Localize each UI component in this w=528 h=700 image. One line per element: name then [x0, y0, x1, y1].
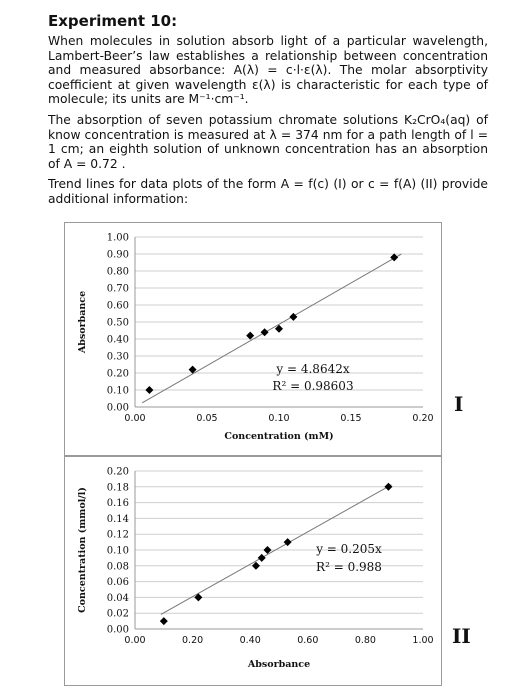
y-tick-label: 0.02: [106, 608, 129, 620]
r-squared-label: R² = 0.98603: [272, 379, 354, 393]
y-tick-label: 0.70: [106, 283, 129, 295]
y-tick-label: 0.14: [106, 513, 129, 525]
x-axis-label: Absorbance: [247, 659, 311, 670]
y-tick-label: 0.60: [106, 300, 129, 312]
x-tick-label: 0.00: [124, 413, 146, 424]
y-tick-label: 0.12: [106, 529, 129, 541]
trend-paragraph: Trend lines for data plots of the form A = f(c) (I) or c = f(A) (II) provide additional information:: [48, 177, 488, 206]
y-tick-label: 0.20: [106, 368, 129, 380]
document-page: [48, 8, 488, 213]
y-tick-label: 0.16: [106, 498, 129, 510]
chart-2-svg: [65, 457, 441, 685]
y-tick-label: 0.20: [106, 466, 129, 478]
y-axis-label: Concentration (mmol/l): [77, 487, 88, 613]
chart-label-2: II: [452, 624, 471, 648]
y-tick-label: 0.30: [106, 351, 129, 363]
y-tick-label: 0.04: [106, 592, 129, 604]
data-point: [261, 328, 269, 336]
y-tick-label: 0.50: [106, 317, 129, 329]
chart-concentration-vs-absorbance: [64, 456, 442, 686]
x-tick-label: 0.05: [196, 413, 218, 424]
x-tick-label: 0.00: [124, 635, 146, 646]
y-axis-label: Absorbance: [77, 290, 88, 354]
y-tick-label: 0.80: [106, 266, 129, 278]
x-tick-label: 0.10: [268, 413, 290, 424]
y-tick-label: 0.00: [106, 402, 129, 414]
y-tick-label: 1.00: [106, 232, 129, 244]
method-paragraph: The absorption of seven potassium chromate solutions K₂CrO₄(aq) of know concentration is measured at λ = 374 nm for a path length of l = 1 cm; an eighth solution of unknown concentration has an absorption of A = 0.72 .: [48, 112, 488, 171]
x-tick-label: 0.15: [340, 413, 362, 424]
x-tick-label: 0.60: [297, 635, 319, 646]
data-point: [145, 386, 153, 394]
r-squared-label: R² = 0.988: [316, 560, 382, 574]
chart-label-1: I: [454, 392, 464, 416]
y-tick-label: 0.18: [106, 482, 129, 494]
x-tick-label: 1.00: [412, 635, 434, 646]
data-point: [160, 617, 168, 625]
y-tick-label: 0.00: [106, 624, 129, 636]
x-tick-label: 0.20: [182, 635, 204, 646]
intro-paragraph: When molecules in solution absorb light of a particular wavelength, Lambert-Beer’s law establishes a relationship between concentration and measured absorbance: A(λ) = c·l·ε(λ). The molar absorptivity coefficient at given wavelength ε(λ) is characteristic for each type of molecule; its units are M⁻¹·cm⁻¹.: [48, 34, 488, 107]
x-tick-label: 0.40: [239, 635, 261, 646]
y-tick-label: 0.40: [106, 334, 129, 346]
x-tick-label: 0.80: [354, 635, 376, 646]
x-axis-label: Concentration (mM): [224, 431, 334, 442]
y-tick-label: 0.10: [106, 385, 129, 397]
x-tick-label: 0.20: [412, 413, 434, 424]
y-tick-label: 0.06: [106, 577, 129, 589]
trendline-equation: y = 0.205x: [316, 542, 382, 556]
data-point: [258, 554, 266, 562]
data-point: [246, 332, 254, 340]
trendline-equation: y = 4.8642x: [276, 362, 350, 376]
chart-1-svg: [65, 223, 441, 455]
data-point: [384, 483, 392, 491]
y-tick-label: 0.90: [106, 249, 129, 261]
page-title: Experiment 10:: [48, 12, 178, 30]
y-tick-label: 0.08: [106, 561, 129, 573]
y-tick-label: 0.10: [106, 545, 129, 557]
chart-absorbance-vs-concentration: [64, 222, 442, 456]
